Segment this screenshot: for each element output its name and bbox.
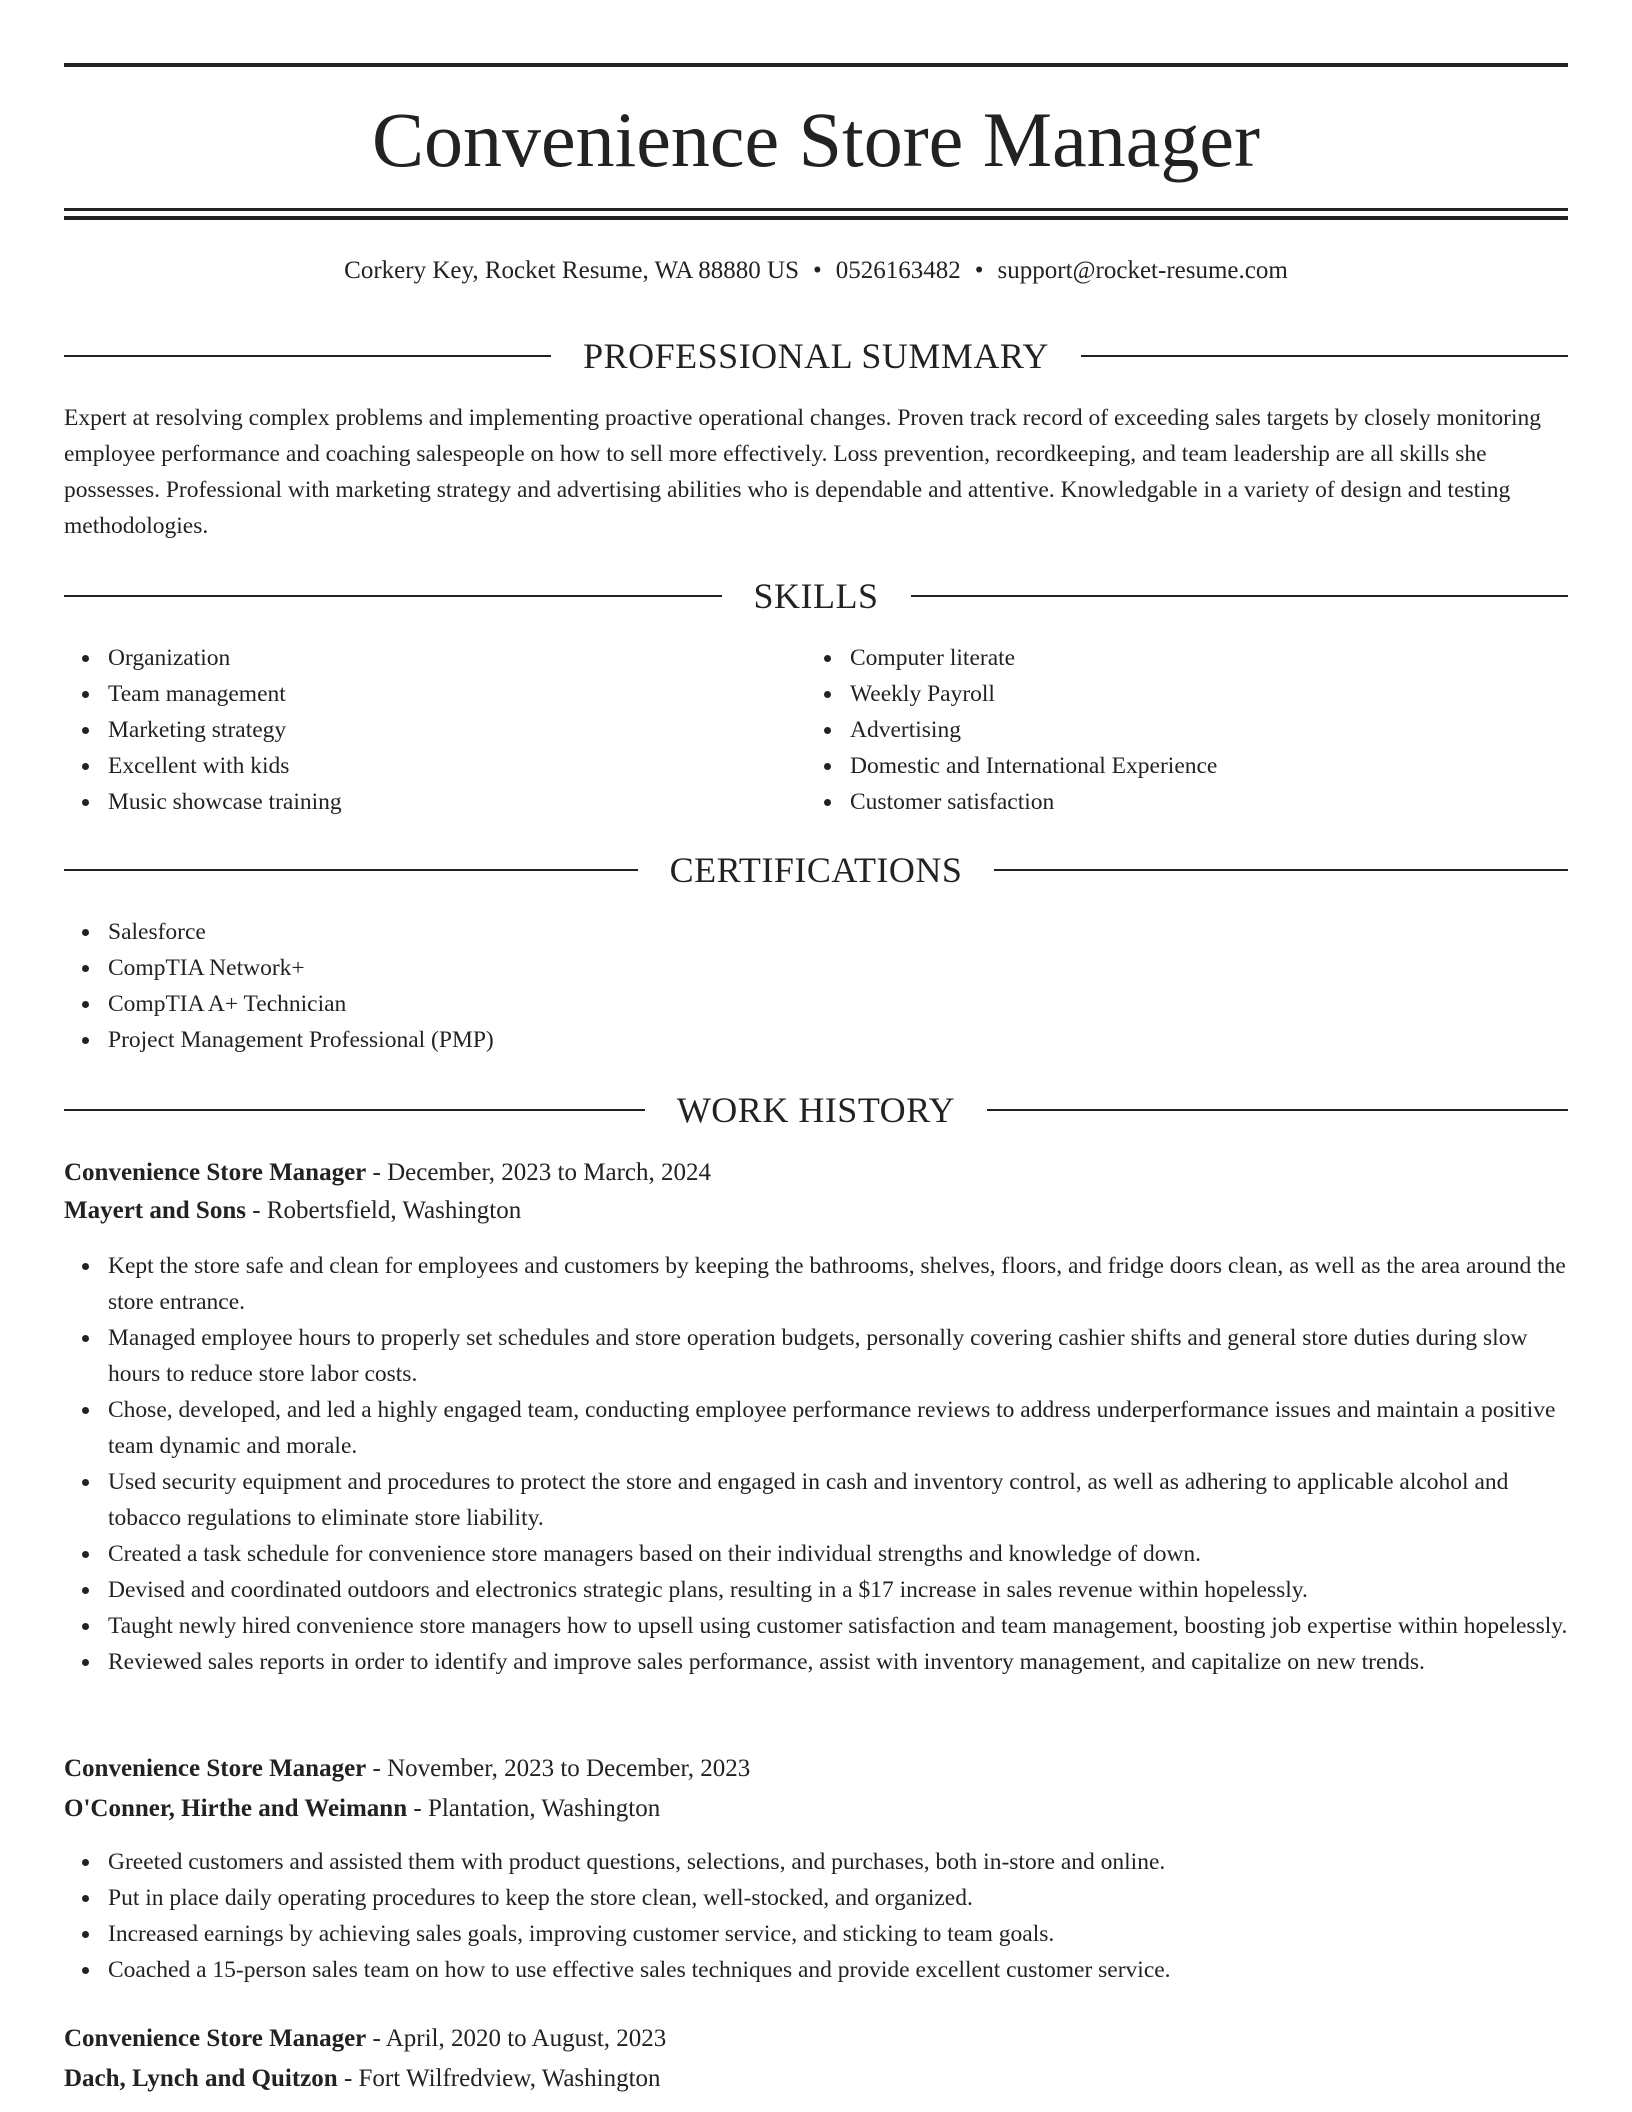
skill-item: Organization bbox=[108, 640, 808, 676]
job-bullet: Devised and coordinated outdoors and electronics strategic plans, resulting in a $17 increase in sales revenue within hopelessly. bbox=[108, 1572, 1568, 1608]
section-rule bbox=[64, 869, 638, 871]
certifications-list bbox=[64, 914, 1108, 1058]
section-header-summary bbox=[64, 334, 1568, 378]
job-bullet: Taught newly hired convenience store managers how to upsell using customer satisfaction and team management, boosting job expertise within hopelessly. bbox=[108, 1608, 1568, 1644]
job-bullet: Increased earnings by achieving sales goals, improving customer service, and sticking to team goals. bbox=[108, 1916, 1568, 1952]
job-company: O'Conner, Hirthe and Weimann bbox=[64, 1795, 408, 1822]
skill-item: Marketing strategy bbox=[108, 712, 808, 748]
section-title-work-history: WORK HISTORY bbox=[676, 1090, 956, 1130]
contact-phone: 0526163482 bbox=[835, 257, 961, 284]
job-bullet: Coached a 15-person sales team on how to use effective sales techniques and provide excellent customer service. bbox=[108, 1952, 1568, 1988]
skills-list-left bbox=[64, 640, 808, 820]
skill-item: Computer literate bbox=[850, 640, 1550, 676]
job-location: - Robertsfield, Washington bbox=[245, 1197, 522, 1224]
contact-separator: • bbox=[974, 257, 984, 284]
job-company: Dach, Lynch and Quitzon bbox=[64, 2065, 338, 2092]
title-double-rule bbox=[64, 208, 1568, 220]
section-rule bbox=[64, 1109, 645, 1111]
section-rule bbox=[911, 595, 1569, 597]
skill-item: Advertising bbox=[850, 712, 1550, 748]
job-company-line bbox=[64, 1192, 1568, 1230]
job-bullet: Kept the store safe and clean for employees and customers by keeping the bathrooms, shelves, floors, and fridge doors clean, as well as the area around the store entrance. bbox=[108, 1248, 1568, 1320]
skill-item: Music showcase training bbox=[108, 784, 808, 820]
section-title-certifications: CERTIFICATIONS bbox=[669, 850, 963, 890]
job-company-line bbox=[64, 2060, 1568, 2098]
top-rule bbox=[64, 63, 1568, 67]
job-title-line bbox=[64, 1750, 1568, 1788]
section-rule bbox=[64, 355, 551, 357]
certification-item: CompTIA A+ Technician bbox=[108, 986, 1108, 1022]
certification-item: Salesforce bbox=[108, 914, 1108, 950]
job-bullets bbox=[64, 1248, 1568, 1680]
section-header-certifications bbox=[64, 848, 1568, 892]
job-title: Convenience Store Manager bbox=[64, 1755, 367, 1782]
section-rule bbox=[1081, 355, 1568, 357]
certification-item: CompTIA Network+ bbox=[108, 950, 1108, 986]
skill-item: Domestic and International Experience bbox=[850, 748, 1550, 784]
section-title-skills: SKILLS bbox=[753, 576, 879, 616]
job-bullets bbox=[64, 1844, 1568, 1988]
section-rule bbox=[987, 1109, 1568, 1111]
skills-list-right bbox=[806, 640, 1550, 820]
contact-email: support@rocket-resume.com bbox=[997, 257, 1288, 284]
resume-title: Convenience Store Manager bbox=[371, 96, 1260, 183]
job-dates: - November, 2023 to December, 2023 bbox=[366, 1755, 751, 1782]
contact-separator: • bbox=[812, 257, 822, 284]
section-header-skills bbox=[64, 574, 1568, 618]
summary-text: Expert at resolving complex problems and implementing proactive operational changes. Proven track record of exceeding sales targets by closely monitoring employee performance and coaching salespeople on how to sell more effectively. Loss prevention, recordkeeping, and team leadership are all skills she possesses. Professional with marketing strategy and advertising abilities who is dependable and attentive. Knowledgable in a variety of design and testing methodologies. bbox=[64, 405, 1542, 539]
skill-item: Customer satisfaction bbox=[850, 784, 1550, 820]
job-bullet: Greeted customers and assisted them with product questions, selections, and purchases, both in-store and online. bbox=[108, 1844, 1568, 1880]
job-bullet: Reviewed sales reports in order to identify and improve sales performance, assist with inventory management, and capitalize on new trends. bbox=[108, 1644, 1568, 1680]
job-location: - Plantation, Washington bbox=[407, 1795, 661, 1822]
job-company-line bbox=[64, 1790, 1568, 1828]
section-rule bbox=[64, 595, 722, 597]
job-bullet: Managed employee hours to properly set schedules and store operation budgets, personally covering cashier shifts and general store duties during slow hours to reduce store labor costs. bbox=[108, 1320, 1568, 1392]
section-title-summary: PROFESSIONAL SUMMARY bbox=[583, 336, 1049, 376]
job-bullet: Used security equipment and procedures to protect the store and engaged in cash and inventory control, as well as adhering to applicable alcohol and tobacco regulations to eliminate store liability. bbox=[108, 1464, 1568, 1536]
job-company: Mayert and Sons bbox=[64, 1197, 246, 1224]
job-bullet: Chose, developed, and led a highly engaged team, conducting employee performance reviews to address underperformance issues and maintain a positive team dynamic and morale. bbox=[108, 1392, 1568, 1464]
job-location: - Fort Wilfredview, Washington bbox=[337, 2065, 661, 2092]
job-dates: - April, 2020 to August, 2023 bbox=[366, 2025, 667, 2052]
certification-item: Project Management Professional (PMP) bbox=[108, 1022, 1108, 1058]
skill-item: Team management bbox=[108, 676, 808, 712]
skill-item: Excellent with kids bbox=[108, 748, 808, 784]
job-bullet: Created a task schedule for convenience store managers based on their individual strengths and knowledge of down. bbox=[108, 1536, 1568, 1572]
job-title: Convenience Store Manager bbox=[64, 2025, 367, 2052]
skill-item: Weekly Payroll bbox=[850, 676, 1550, 712]
job-bullet: Put in place daily operating procedures to keep the store clean, well-stocked, and organized. bbox=[108, 1880, 1568, 1916]
job-title-line bbox=[64, 2020, 1568, 2058]
job-title: Convenience Store Manager bbox=[64, 1159, 367, 1186]
contact-address: Corkery Key, Rocket Resume, WA 88880 US bbox=[344, 257, 799, 284]
section-rule bbox=[994, 869, 1568, 871]
contact-line bbox=[64, 253, 1568, 289]
job-title-line bbox=[64, 1154, 1568, 1192]
job-dates: - December, 2023 to March, 2024 bbox=[366, 1159, 711, 1186]
section-header-work-history bbox=[64, 1088, 1568, 1132]
